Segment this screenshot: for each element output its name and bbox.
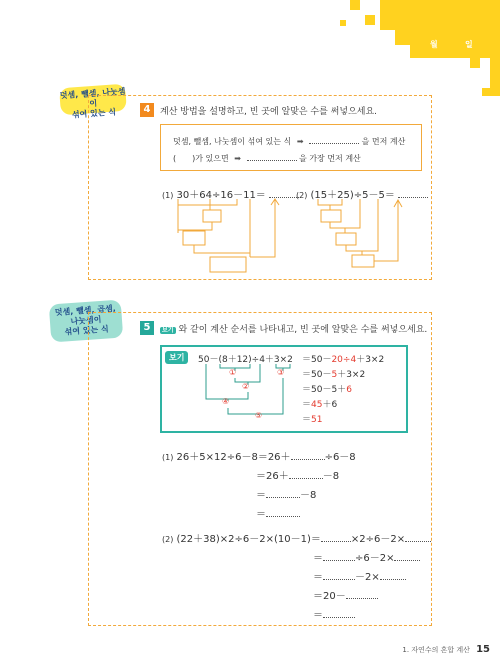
section4-p2-diagram — [310, 195, 430, 275]
section5-p2-blank-6[interactable] — [380, 579, 406, 580]
section5-p1-line-2: ＝26＋ －8 — [256, 471, 340, 482]
section5-p2-blank-2[interactable] — [405, 541, 431, 542]
section5-p1-line-1: (1) 26＋5×12÷6－8＝26＋ ÷6－8 — [162, 452, 356, 463]
header-pixel — [365, 15, 375, 25]
bogi-step-2: ＝50－5＋3×2 — [302, 370, 366, 380]
header-pixel — [395, 30, 410, 45]
section5-p2-line-2: ＝ ÷6－2× — [313, 549, 420, 564]
question-number-5: 5 — [140, 321, 154, 335]
bogi-expression: 50－(8＋12)÷4＋3×2 — [198, 355, 293, 365]
section5-p1-blank-3[interactable] — [266, 497, 300, 498]
bogi-step-4: ＝45＋6 — [302, 400, 338, 410]
question-number-4: 4 — [140, 103, 154, 117]
section5-p2-line-1: (2) (22＋38)×2÷6－2×(10－1)＝ ×2÷6－2× — [162, 530, 431, 545]
header-pixel — [380, 0, 410, 30]
section5-p1-line-4: ＝ — [256, 505, 300, 520]
header-pixel — [490, 58, 500, 88]
circle-num-2: ② — [242, 382, 250, 391]
section5-p2-line-5: ＝ — [313, 606, 355, 621]
day-label: 일 — [465, 40, 473, 49]
section5-p1-blank-1[interactable] — [291, 459, 325, 460]
section5-question: 보기 와 같이 계산 순서를 나타내고, 빈 곳에 알맞은 수를 써넣으세요. — [162, 325, 428, 335]
info-blank-2[interactable] — [247, 160, 297, 161]
section5-p2-line-4: ＝20－ — [313, 587, 378, 602]
section5-p1-blank-2[interactable] — [289, 478, 323, 479]
section4-p1-diagram — [170, 195, 290, 275]
header-band — [410, 0, 500, 58]
circle-num-3: ③ — [277, 368, 285, 377]
section5-p2-blank-4[interactable] — [394, 560, 420, 561]
section5-p2-blank-5[interactable] — [323, 579, 355, 580]
header-pixel — [350, 0, 360, 10]
bogi-step-1: ＝50－20÷4＋3×2 — [302, 355, 385, 365]
header-pixel — [470, 58, 480, 68]
section5-p2-blank-8[interactable] — [323, 617, 355, 618]
bogi-label: 보기 — [165, 351, 188, 364]
bogi-order-diagram — [198, 362, 303, 422]
header-pixel — [340, 20, 346, 26]
section4-problem-1: (1) 30＋64÷16－11＝ — [162, 186, 299, 201]
section4-tag: 덧셈, 뺄셈, 나눗셈이 섞여 있는 식 — [59, 84, 127, 116]
section4-problem-2: (2) (15＋25)÷5－5＝ — [296, 186, 428, 201]
page-number: 15 — [476, 644, 490, 655]
bogi-step-5: ＝51 — [302, 415, 323, 425]
section4-question: 계산 방법을 설명하고, 빈 곳에 알맞은 수를 써넣으세요. — [160, 107, 378, 117]
circle-num-4: ④ — [222, 397, 230, 406]
section5-p1-blank-4[interactable] — [266, 516, 300, 517]
page-footer: 1. 자연수의 혼합 계산 15 — [402, 644, 490, 655]
header-pixel — [482, 88, 500, 96]
section5-p1-line-3: ＝ －8 — [256, 490, 317, 501]
bogi-step-3: ＝50－5＋6 — [302, 385, 352, 395]
section5-tag: 덧셈, 뺄셈, 곱셈, 나눗셈이 섞여 있는 식 — [49, 300, 123, 343]
section5-p2-blank-7[interactable] — [346, 598, 378, 599]
section5-p2-blank-3[interactable] — [323, 560, 355, 561]
section5-p2-blank-1[interactable] — [321, 541, 351, 542]
circle-num-1: ① — [229, 368, 237, 377]
section4-info-box: 덧셈, 뺄셈, 나눗셈이 섞여 있는 식 ➡ 을 먼저 계산 ( )가 있으면 ➡ 을 가장 먼저 계산 — [160, 124, 422, 171]
info-blank-1[interactable] — [309, 143, 359, 144]
month-label: 월 — [430, 40, 438, 49]
circle-num-5: ⑤ — [255, 411, 263, 420]
section5-p2-line-3: ＝ －2× — [313, 568, 406, 583]
